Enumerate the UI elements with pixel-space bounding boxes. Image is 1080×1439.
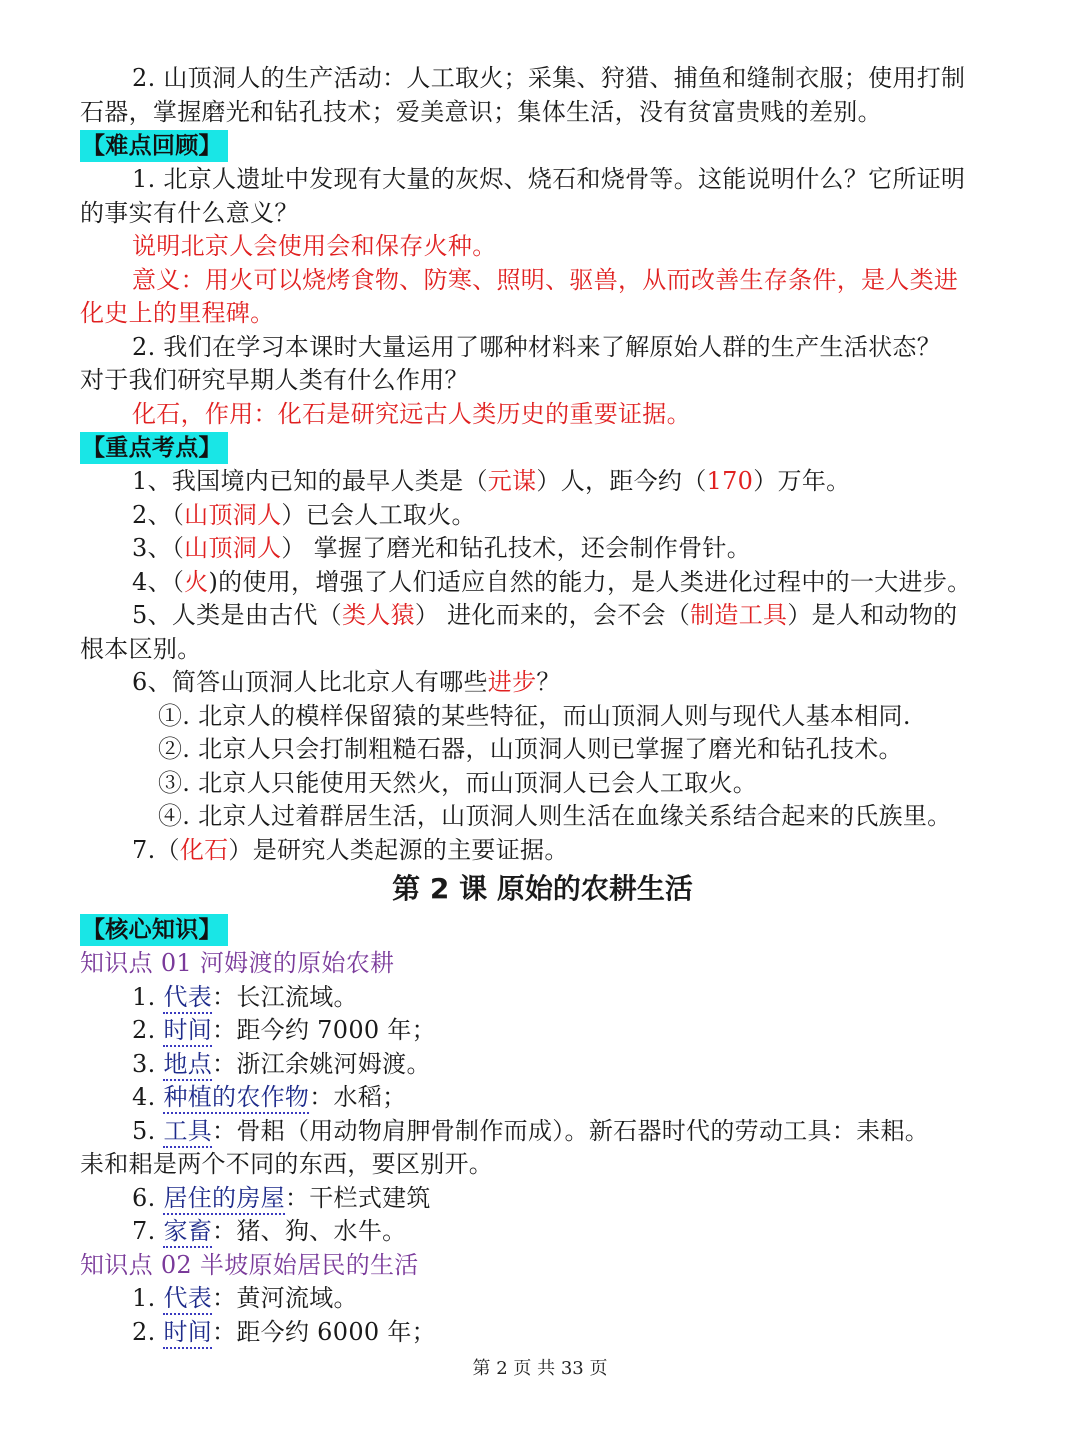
text: ） 掌握了磨光和钻孔技术，还会制作骨针。 <box>281 534 752 562</box>
answer-fill: 类人猿 <box>341 601 415 629</box>
answer-fill: 山顶洞人 <box>184 500 282 529</box>
text: ）人，距今约（ <box>536 467 707 495</box>
section-heading-core: 【核心知识】 <box>80 914 228 946</box>
item-value: ：距今约 6000 年； <box>212 1317 436 1346</box>
text: 4、（ <box>132 567 185 596</box>
text-line: 耒和耜是两个不同的东西，要区别开。 <box>80 1150 494 1178</box>
item-number: 4. <box>132 1083 156 1111</box>
list-item <box>80 1182 1005 1216</box>
answer-text: 化石，作用：化石是研究远古人类历史的重要证据。 <box>132 399 691 428</box>
key-point-3 <box>80 532 1005 566</box>
answer-fill: 火 <box>184 567 209 596</box>
term: 代表 <box>163 1284 212 1315</box>
item-number: 2. <box>132 1317 156 1346</box>
item-value: ：浙江余姚河姆渡。 <box>212 1049 431 1078</box>
key-point-5 <box>80 599 1005 633</box>
answer-fill: 化石 <box>179 835 229 864</box>
answer-text: 意义：用火可以烧烤食物、防寒、照明、驱兽，从而改善生存条件，是人类进 <box>132 265 959 294</box>
list-item: ①. 北京人的模样保留猿的某些特征，而山顶洞人则与现代人基本相同. <box>158 701 911 730</box>
item-number: 1. <box>132 982 156 1011</box>
answer-fill: 元谋 <box>487 467 537 495</box>
text: 6、简答山顶洞人比北京人有哪些 <box>132 668 488 696</box>
term: 居住的房屋 <box>163 1184 285 1215</box>
question-text: 1. 北京人遗址中发现有大量的灰烬、烧石和烧骨等。这能说明什么？它所证明 <box>132 165 966 193</box>
item-number: 2. <box>132 1016 156 1044</box>
text-line: 2. 山顶洞人的生产活动：人工取火；采集、狩猎、捕鱼和缝制衣服；使用打制 <box>132 64 966 92</box>
item-number: 1. <box>132 1284 156 1312</box>
term: 时间 <box>163 1016 212 1047</box>
question-text: 2. 我们在学习本课时大量运用了哪种材料来了解原始人群的生产生活状态？ <box>132 332 942 361</box>
list-item: ④. 北京人过着群居生活，山顶洞人则生活在血缘关系结合起来的氏族里。 <box>158 802 952 830</box>
text: 7.（ <box>132 835 180 864</box>
key-point-4 <box>80 566 1005 600</box>
knowledge-point-title: 知识点 01 河姆渡的原始农耕 <box>80 949 395 977</box>
term: 地点 <box>163 1050 212 1081</box>
term: 代表 <box>163 983 212 1014</box>
item-number: 5. <box>132 1116 156 1145</box>
key-point-2 <box>80 499 1005 533</box>
key-point-1 <box>80 465 1005 499</box>
key-point-6 <box>80 666 1005 700</box>
item-number: 7. <box>132 1217 156 1245</box>
list-item <box>80 981 1005 1015</box>
item-value: ：干栏式建筑 <box>284 1183 431 1212</box>
term: 时间 <box>163 1318 212 1349</box>
list-item <box>80 1316 1005 1350</box>
item-number: 3. <box>132 1049 156 1078</box>
text: 1、我国境内已知的最早人类是（ <box>132 467 488 495</box>
term: 种植的农作物 <box>163 1083 309 1114</box>
item-value: ：水稻； <box>309 1083 407 1111</box>
answer-fill: 山顶洞人 <box>184 534 282 562</box>
list-item <box>80 1048 1005 1082</box>
list-item: ②. 北京人只会打制粗糙石器，山顶洞人则已掌握了磨光和钻孔技术。 <box>158 735 903 763</box>
term: 工具 <box>163 1117 212 1148</box>
list-item <box>80 1215 1005 1249</box>
list-item <box>80 1014 1005 1048</box>
text-line: 根本区别。 <box>80 634 202 663</box>
answer-fill: 170 <box>706 467 754 495</box>
lesson-title: 第 2 课 原始的农耕生活 <box>392 872 693 905</box>
list-item: ③. 北京人只能使用天然火，而山顶洞人已会人工取火。 <box>158 768 758 797</box>
text-line: 石器，掌握磨光和钻孔技术；爱美意识；集体生活，没有贫富贵贱的差别。 <box>80 97 882 126</box>
section-heading-key: 【重点考点】 <box>80 432 228 464</box>
knowledge-point-title: 知识点 02 半坡原始居民的生活 <box>80 1250 419 1279</box>
answer-fill: 制造工具 <box>690 601 788 629</box>
item-value: ：距今约 7000 年； <box>212 1016 436 1044</box>
list-item <box>80 1282 1005 1316</box>
item-value: ：长江流域。 <box>212 982 358 1011</box>
text: 3、（ <box>132 534 185 562</box>
document-page <box>80 62 1005 1349</box>
text: )的使用，增强了人们适应自然的能力，是人类进化过程中的一大进步。 <box>208 567 972 596</box>
text: 2、（ <box>132 500 185 529</box>
list-item <box>80 1115 1005 1149</box>
text: ）是研究人类起源的主要证据。 <box>228 835 569 864</box>
section-heading-difficult: 【难点回顾】 <box>80 130 228 162</box>
page-footer: 第 2 页 共 33 页 <box>472 1358 608 1379</box>
item-value: ：猪、狗、水牛。 <box>212 1217 407 1245</box>
text: ）已会人工取火。 <box>281 500 476 529</box>
text: ？ <box>536 668 561 696</box>
question-text: 对于我们研究早期人类有什么作用？ <box>80 366 469 394</box>
term: 家畜 <box>163 1217 212 1248</box>
text: 5、人类是由古代（ <box>132 601 342 629</box>
list-item <box>80 1081 1005 1115</box>
answer-text: 说明北京人会使用会和保存火种。 <box>132 232 497 260</box>
question-text: 的事实有什么意义？ <box>80 198 299 227</box>
answer-fill: 进步 <box>487 668 537 696</box>
answer-text: 化史上的里程碑。 <box>80 299 275 327</box>
text: ）万年。 <box>753 467 851 495</box>
text: ） 进化而来的，会不会（ <box>414 601 691 629</box>
text: ）是人和动物的 <box>787 601 958 629</box>
item-value: ：骨耜（用动物肩胛骨制作而成）。新石器时代的劳动工具：耒耜。 <box>212 1116 930 1145</box>
item-value: ：黄河流域。 <box>212 1284 358 1312</box>
item-number: 6. <box>132 1183 156 1212</box>
key-point-7 <box>80 834 1005 868</box>
